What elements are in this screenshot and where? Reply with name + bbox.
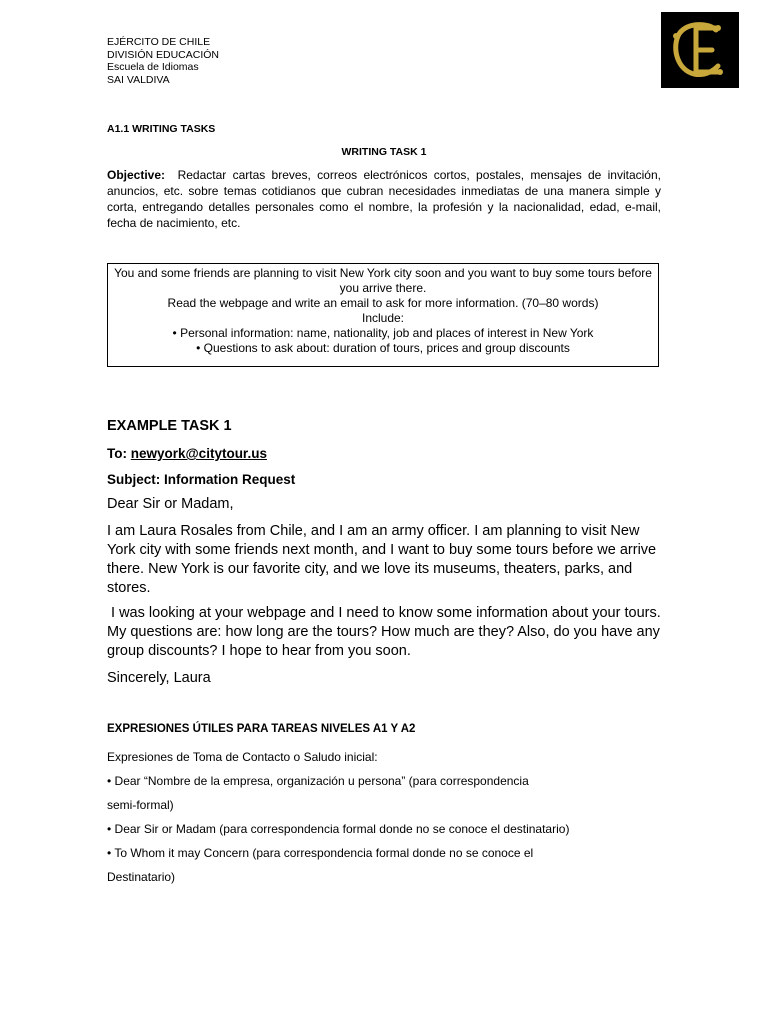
header-line: DIVISIÓN EDUCACIÓN (107, 48, 220, 61)
task-line: • Questions to ask about: duration of tours, prices and group discounts (196, 341, 570, 355)
objective-label: Objective: (107, 168, 166, 182)
institution-header (107, 36, 219, 86)
task-line: Read the webpage and write an email to ask for more information. (70–80 words) (167, 296, 599, 310)
expression-line: Destinatario) (107, 870, 176, 884)
task-title: WRITING TASK 1 (341, 146, 427, 158)
task-line: Include: (361, 311, 405, 325)
to-line (107, 446, 267, 461)
header-line: EJÉRCITO DE CHILE (107, 36, 211, 48)
letter-closing: Sincerely, Laura (107, 670, 211, 686)
expression-line: • To Whom it may Concern (para correspondencia formal donde no se conoce el (107, 846, 534, 860)
expressions-title: EXPRESIONES ÚTILES PARA TAREAS NIVELES A1 Y A2 (107, 723, 416, 735)
task-line: • Personal information: name, nationality, job and places of interest in New York (172, 326, 594, 340)
letter-paragraph-1: I am Laura Rosales from Chile, and I am an army officer. I am planning to visit New York city with some friends next month, and I want to buy some tours before we arrive there. New York is our favorite city, and we love its museums, theaters, parks, and stores. (107, 523, 657, 596)
header-line: Escuela de Idiomas (107, 61, 199, 73)
task-line: You and some friends are planning to visit New York city soon and you want to buy some tours before you arrive there. (114, 266, 652, 295)
ejercito-monogram-logo (661, 12, 739, 88)
objective-paragraph (107, 167, 661, 231)
expression-line: • Dear “Nombre de la empresa, organización u persona” (para correspondencia (107, 774, 529, 788)
objective-text: Redactar cartas breves, correos electrónicos cortos, postales, mensajes de invitación, anuncios, etc. sobre temas cotidianos que cubran necesidades inmediatas de una manera simple y corta, entregando detalles personales como el nombre, la profesión y la nacionalidad, edad, e-mail, fecha de nacimiento, etc. (107, 168, 661, 230)
expression-line: • Dear Sir or Madam (para correspondencia formal donde no se conoce el destinatario) (107, 822, 570, 836)
letter-greeting: Dear Sir or Madam, (107, 496, 234, 512)
section-label: A1.1 WRITING TASKS (107, 123, 216, 135)
expression-line: semi-formal) (107, 798, 174, 812)
expression-line: Expresiones de Toma de Contacto o Saludo inicial: (107, 750, 378, 764)
to-label: To: (107, 446, 131, 461)
expressions-list (107, 745, 667, 889)
letter-paragraph-2: I was looking at your webpage and I need to know some information about your tours. My questions are: how long are the tours? How much are they? Also, do you have any group discounts? I hope to hear from you soon. (107, 605, 665, 659)
monogram-icon (664, 14, 736, 86)
task-instructions-box (107, 263, 659, 367)
subject-line: Subject: Information Request (107, 472, 296, 487)
example-title: EXAMPLE TASK 1 (107, 418, 232, 434)
header-line: SAI VALDIVA (107, 73, 170, 86)
email-link[interactable]: newyork@citytour.us (130, 446, 267, 461)
